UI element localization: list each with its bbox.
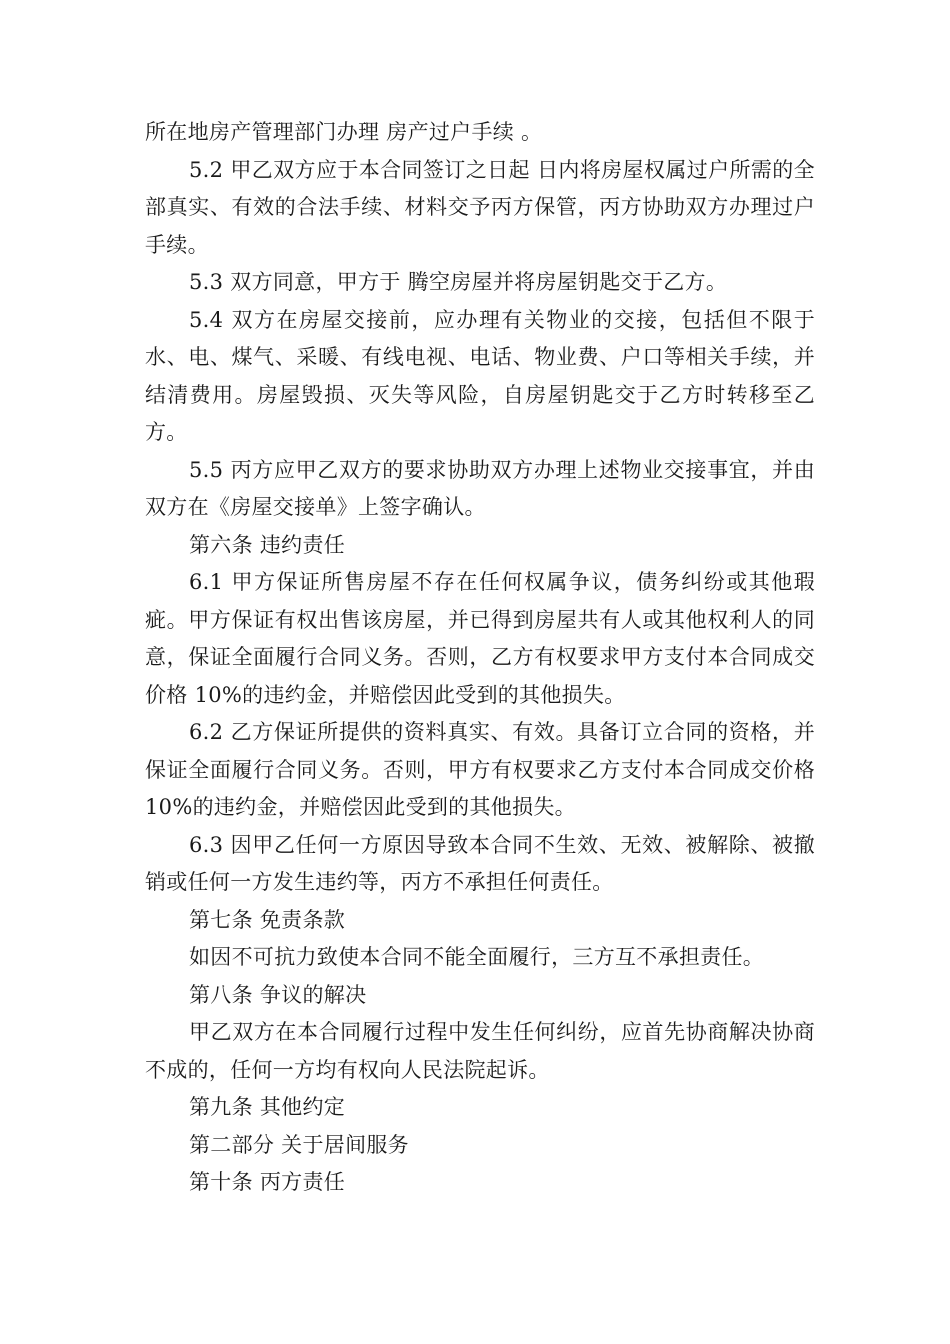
clause-6-2: 6.2 乙方保证所提供的资料真实、有效。具备订立合同的资格，并保证全面履行合同义务。否则，甲方有权要求乙方支付本合同成交价格 10%的违约金，并赔偿因此受到的其他损失。	[145, 720, 815, 819]
clause-5-5: 5.5 丙方应甲乙双方的要求协助双方办理上述物业交接事宜，并由双方在《房屋交接单》上签字确认。	[145, 457, 815, 519]
clause-6-1: 6.1 甲方保证所售房屋不存在任何权属争议，债务纠纷或其他瑕疵。甲方保证有权出售该房屋，并已得到房屋共有人或其他权利人的同意，保证全面履行合同义务。否则，乙方有权要求甲方支付本合同成交价格 10%的违约金，并赔偿因此受到的其他损失。	[145, 570, 815, 707]
article-7-heading: 第七条 免责条款	[189, 907, 346, 932]
clause-5-4: 5.4 双方在房屋交接前，应办理有关物业的交接，包括但不限于水、电、煤气、采暖、有线电视、电话、物业费、户口等相关手续，并结清费用。房屋毁损、灭失等风险，自房屋钥匙交于乙方时转移至乙方。	[145, 307, 815, 444]
article-8-body: 甲乙双方在本合同履行过程中发生任何纠纷，应首先协商解决协商不成的，任何一方均有权向人民法院起诉。	[145, 1020, 815, 1082]
part-2-heading: 第二部分 关于居间服务	[189, 1132, 409, 1157]
article-9-heading: 第九条 其他约定	[189, 1095, 346, 1119]
article-6-heading: 第六条 违约责任	[189, 532, 346, 557]
article-7-body: 如因不可抗力致使本合同不能全面履行，三方互不承担责任。	[189, 945, 765, 969]
paragraph-continuation: 所在地房产管理部门办理 房产过户手续 。	[145, 120, 543, 144]
article-10-heading: 第十条 丙方责任	[189, 1170, 346, 1194]
clause-5-3: 5.3 双方同意，甲方于 腾空房屋并将房屋钥匙交于乙方。	[189, 270, 728, 294]
clause-6-3: 6.3 因甲乙任何一方原因导致本合同不生效、无效、被解除、被撤销或任何一方发生违约等，丙方不承担任何责任。	[145, 832, 815, 894]
article-8-heading: 第八条 争议的解决	[189, 982, 367, 1007]
clause-5-2: 5.2 甲乙双方应于本合同签订之日起 日内将房屋权属过户所需的全部真实、有效的合法手续、材料交予丙方保管，丙方协助双方办理过户手续。	[145, 157, 815, 257]
document-body	[145, 114, 815, 1202]
